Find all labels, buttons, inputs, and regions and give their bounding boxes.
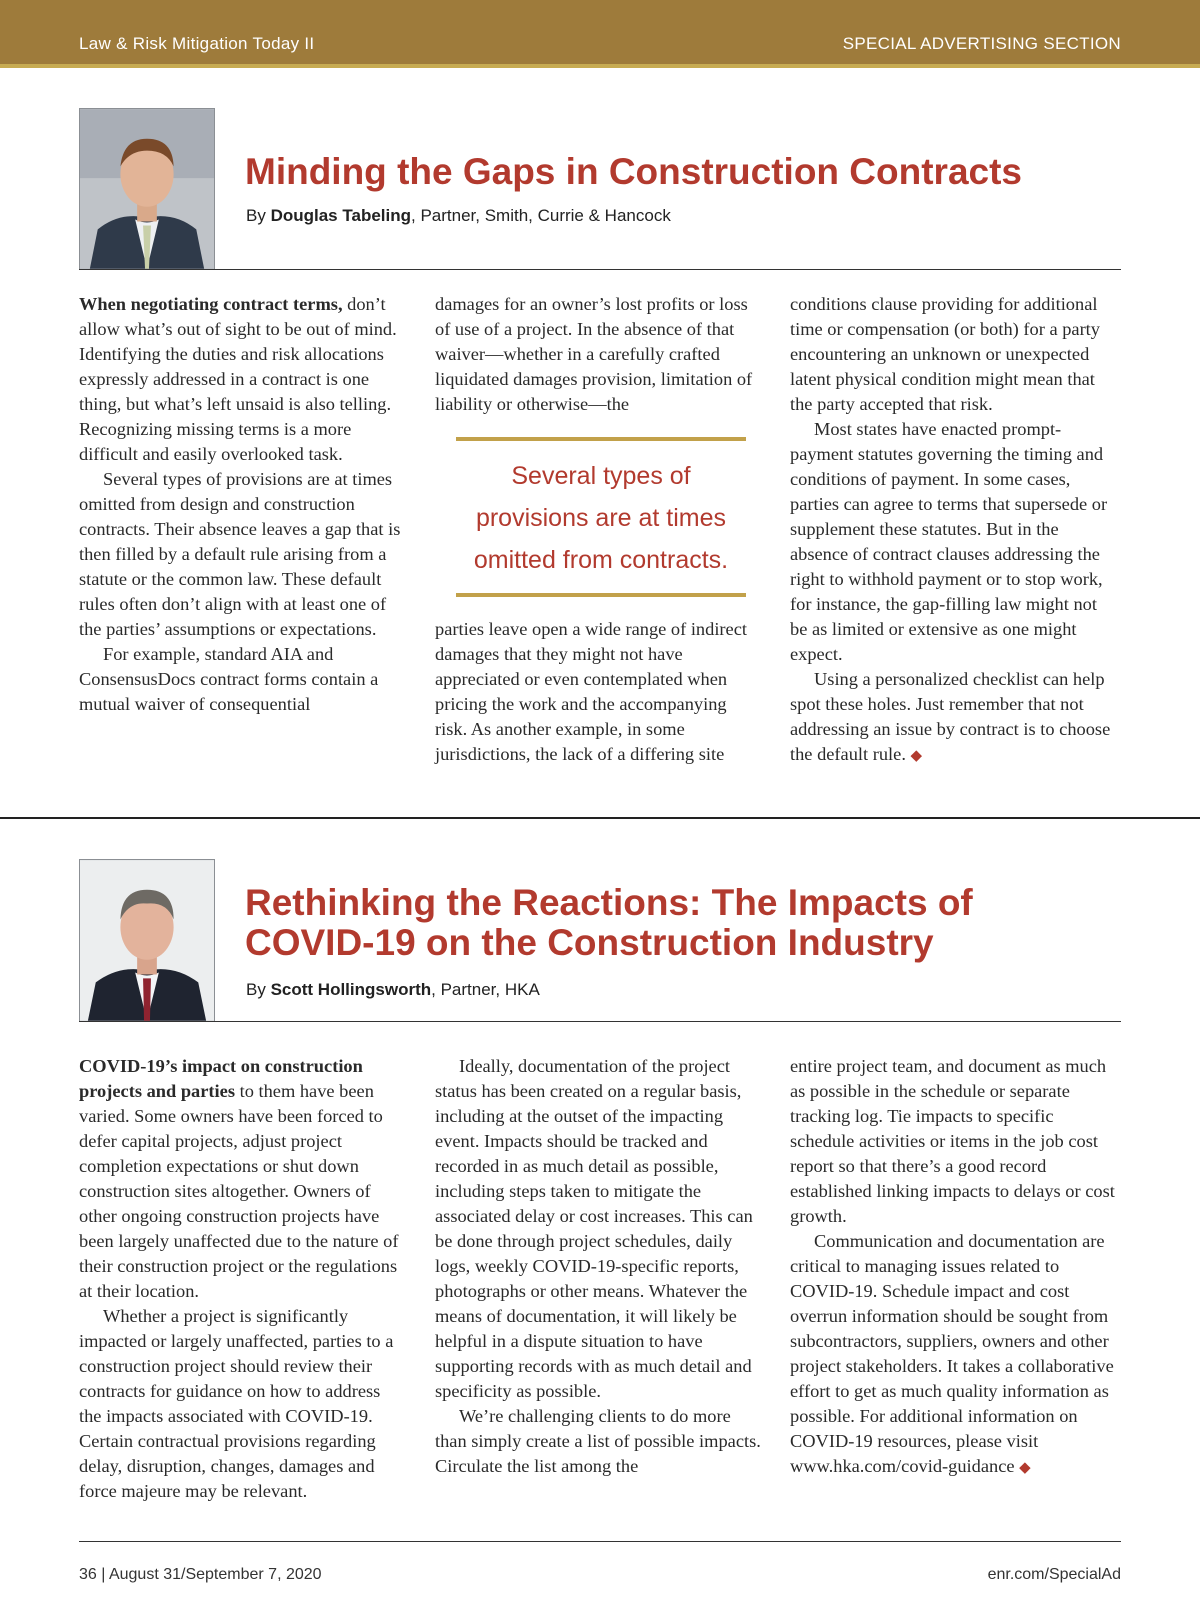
end-mark-icon: ◆ — [910, 748, 923, 764]
paragraph: Whether a project is significantly impacted or largely unaffected, parties to a construction project should review their contracts for guidance on how to address the impacts associated with COVID-19. Certain contractual provisions regarding delay, disruption, changes, damages and force majeure may be relevant. — [79, 1306, 394, 1501]
paragraph-text: Communication and documentation are critical to managing issues related to COVID-19. Schedule impact and cost overrun information should be sought from subcontractors, suppliers, owners and other project stakeholders. It takes a collaborative effort to get as much quality information as possible. For additional information on COVID-19 resources, please visit www.hka.com/covid-guidance — [790, 1231, 1114, 1476]
paragraph — [79, 292, 405, 467]
footer-page-info: 36 | August 31/September 7, 2020 — [79, 1566, 322, 1583]
author-title: , Partner, HKA — [431, 980, 540, 999]
pull-quote — [456, 437, 746, 597]
header-accent-rule — [0, 64, 1200, 68]
article1-byline — [246, 206, 671, 226]
end-mark-icon: ◆ — [1019, 1460, 1031, 1476]
article2-column-1 — [79, 1054, 405, 1504]
author-name: Douglas Tabeling — [270, 206, 411, 225]
paragraph — [790, 1229, 1116, 1481]
author-name: Scott Hollingsworth — [270, 980, 432, 999]
paragraph-text: to them have been varied. Some owners have been forced to defer capital projects, adjust project completion expectations or shut down construction sites altogether. Owners of other ongoing construction projects have been largely unaffected due to the nature of their construction project or the regulations at their location. — [79, 1081, 399, 1301]
article1-column-1 — [79, 292, 405, 717]
footer-url: enr.com/SpecialAd — [987, 1566, 1121, 1583]
article1-column-2 — [435, 292, 761, 417]
byline-by: By — [246, 206, 266, 225]
paragraph: Most states have enacted prompt-payment statutes governing the timing and conditions of payment. In some cases, parties can agree to terms that supersede or supplement these statutes. But in the absence of contract clauses addressing the right to withhold payment or to stop work, for instance, the gap-filling law might not be as limited or extensive as one might expect. — [790, 419, 1108, 664]
article1-column-2-continued — [435, 617, 761, 767]
paragraph-text: don’t allow what’s out of sight to be out of mind. Identifying the duties and risk allocations expressly addressed in a contract is one thing, but what’s left unsaid is also telling. Recognizing missing terms is a more difficult and easily overlooked task. — [79, 294, 397, 464]
article1-divider — [79, 269, 1121, 270]
section-divider — [0, 817, 1200, 819]
author-title: , Partner, Smith, Currie & Hancock — [411, 206, 671, 225]
paragraph: conditions clause providing for additional time or compensation (or both) for a party encountering an unknown or unexpected latent physical condition might mean that the party accepted that risk. — [790, 294, 1100, 414]
article2-divider — [79, 1021, 1121, 1022]
portrait-image — [80, 860, 214, 1021]
article2-column-2 — [435, 1054, 761, 1479]
paragraph-text: Using a personalized checklist can help spot these holes. Just remember that not addressing an issue by contract is to choose the default rule. — [790, 669, 1111, 764]
pull-quote-text: Several types of provisions are at times omitted from contracts. — [473, 462, 729, 574]
lead-in: When negotiating contract terms, — [79, 294, 343, 314]
paragraph: Several types of provisions are at times omitted from design and construction contracts. Their absence leaves a gap that is then filled by a default rule arising from a statute or the common law. These default rules often don’t align with at least one of the parties’ assumptions or expectations. — [79, 469, 401, 639]
section-header-bar — [0, 0, 1200, 64]
paragraph: parties leave open a wide range of indirect damages that they might not have appreciated or even contemplated when pricing the work and the accompanying risk. As another example, in some jurisdictions, the lack of a differing site — [435, 619, 747, 764]
portrait-image — [80, 109, 214, 269]
author-photo-douglas-tabeling — [79, 108, 215, 270]
article1-column-3 — [790, 292, 1116, 769]
footer-rule — [79, 1541, 1121, 1542]
paragraph — [79, 1054, 405, 1304]
paragraph: Ideally, documentation of the project status has been created on a regular basis, including at the outset of the impacting event. Impacts should be tracked and recorded in as much detail as possible, including steps taken to mitigate the associated delay or cost increases. This can be done through project schedules, daily logs, weekly COVID-19-specific reports, photographs or other means. Whatever the means of documentation, it will likely be helpful in a dispute situation to have supporting records with as much detail and specificity as possible. — [435, 1056, 753, 1401]
paragraph — [790, 667, 1116, 769]
article2-byline — [246, 980, 540, 1000]
lead-in: COVID-19’s impact on construction projects and parties — [79, 1056, 363, 1101]
article2-column-3 — [790, 1054, 1116, 1481]
pull-quote-bottom-rule — [456, 593, 746, 597]
article1-headline: Minding the Gaps in Construction Contracts — [245, 151, 1022, 192]
headline-line-2: COVID-19 on the Construction Industry — [245, 922, 934, 963]
paragraph: entire project team, and document as much as possible in the schedule or separate tracking log. Tie impacts to specific schedule activities or items in the job cost report so that there’s a good record established linking impacts to delays or cost growth. — [790, 1056, 1115, 1226]
byline-by: By — [246, 980, 266, 999]
author-photo-scott-hollingsworth — [79, 859, 215, 1022]
publication-section-title: Law & Risk Mitigation Today II — [79, 34, 315, 53]
article2-headline — [245, 883, 973, 963]
paragraph: damages for an owner’s lost profits or loss of use of a project. In the absence of that waiver—whether in a carefully crafted liquidated damages provision, limitation of liability or otherwise—the — [435, 294, 753, 414]
paragraph: For example, standard AIA and ConsensusDocs contract forms contain a mutual waiver of consequential — [79, 644, 379, 714]
paragraph: We’re challenging clients to do more than simply create a list of possible impacts. Circulate the list among the — [435, 1406, 761, 1476]
headline-line-1: Rethinking the Reactions: The Impacts of — [245, 882, 973, 923]
special-advertising-label: SPECIAL ADVERTISING SECTION — [842, 34, 1121, 53]
